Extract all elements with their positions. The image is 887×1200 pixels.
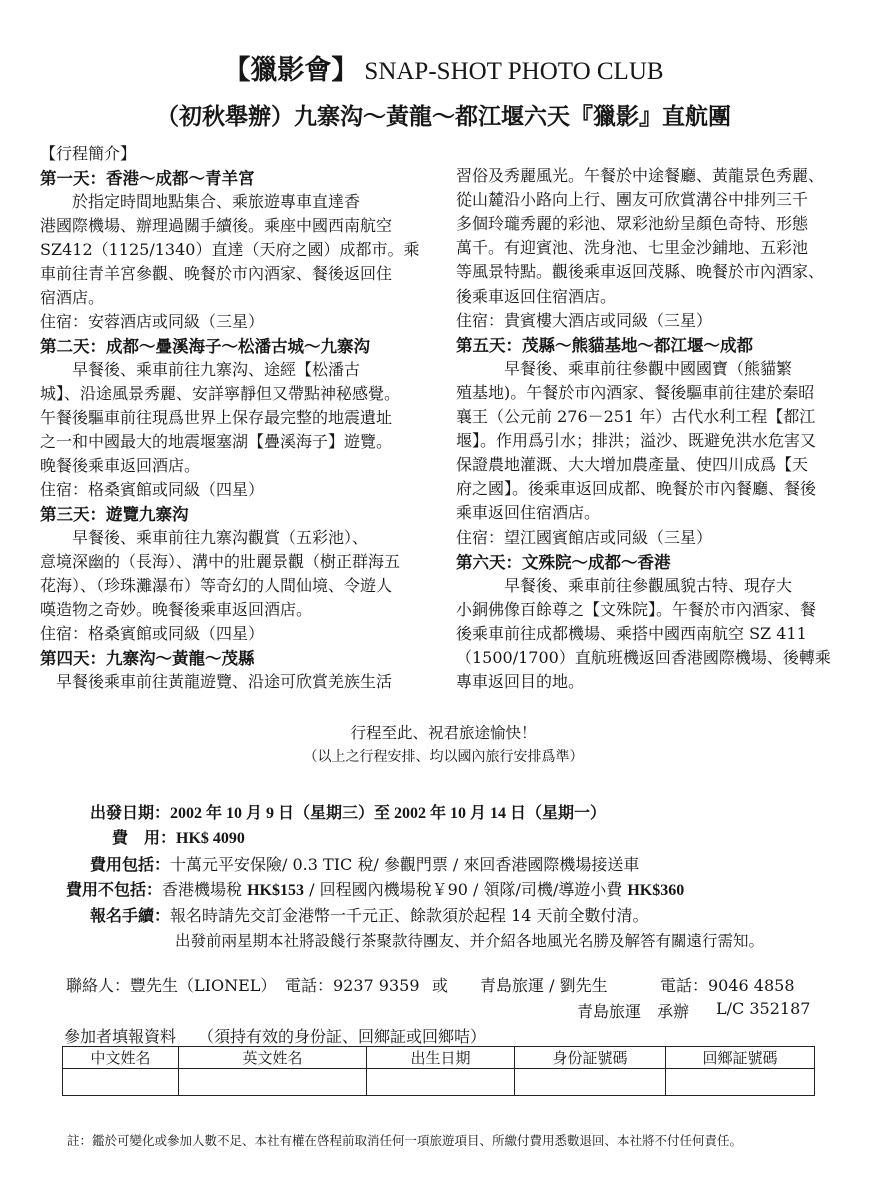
accommodation-line: 住宿：貴賓樓大酒店或同級（三星） xyxy=(456,310,713,330)
id-number-field[interactable] xyxy=(515,1069,666,1096)
registration-heading xyxy=(64,1024,486,1047)
itinerary-text-line: 襄王（公元前 276－251 年）古代水利工程【都江 xyxy=(456,407,816,426)
excluded-value-airport-tax-label: 香港機場稅 xyxy=(162,880,248,899)
contact-or: 或 xyxy=(432,976,449,995)
accommodation-line: 住宿：望江國賓館店或同級（三星） xyxy=(456,527,713,547)
itinerary-text-line: 早餐後、乘車前往九寨沟觀賞（五彩池）、 xyxy=(40,528,369,547)
registration-title: 參加者填報資料 xyxy=(64,1027,177,1046)
tour-title: （初秋舉辦）九寨沟～黃龍～都江堰六天『獵影』直航團 xyxy=(156,104,731,130)
birth-date-field[interactable] xyxy=(367,1069,515,1096)
day-heading: 第三天：遊覽九寨沟 xyxy=(40,505,189,524)
license-number: L/C 352187 xyxy=(716,999,811,1018)
departure-value: 2002 年 10 月 9 日（星期三）至 2002 年 10 月 14 日（星期一） xyxy=(170,805,607,822)
chinese-name-field[interactable] xyxy=(63,1069,179,1096)
itinerary-text-line: 專車返回目的地。 xyxy=(456,672,585,692)
departure-label: 出發日期： xyxy=(90,803,171,822)
excluded-value-airport-tax: HK$153 xyxy=(247,882,304,899)
itinerary-text-line: 早餐後、乘車前往參觀風貌古特、現存大 xyxy=(456,575,793,595)
itinerary-text-line: 從山麓沿小路向上行、團友可欣賞溝谷中排列三千 xyxy=(456,190,809,210)
club-name-cn: 【獵影會】 xyxy=(223,55,359,86)
day-heading: 第二天：成都～疊溪海子～松潘古城～九寨沟 xyxy=(40,337,370,356)
itinerary-text-line: 於指定時間地點集合、乘旅遊專車直達香 xyxy=(40,192,361,211)
club-name-en: SNAP-SHOT PHOTO CLUB xyxy=(364,58,664,85)
signup-label: 報名手續： xyxy=(90,906,171,925)
itinerary-text-line: 之一和中國最大的地震堰塞湖【疊溪海子】遊覽。 xyxy=(40,432,393,451)
itinerary-text-line: 早餐後、乘車前往參觀中國國寶（熊貓繁 xyxy=(456,358,793,378)
document-title xyxy=(0,48,887,87)
itinerary-text-line: 午餐後驅車前往現爲世界上保存最完整的地震遺址 xyxy=(40,408,393,427)
day-heading: 第五天：茂縣～熊貓基地～都江堰～成都 xyxy=(456,335,753,355)
registration-entry-row xyxy=(63,1069,815,1096)
itinerary-text-line: 習俗及秀麗風光。午餐於中途餐廳、黃龍景色秀麗、 xyxy=(456,166,825,185)
itinerary-text-line: 多個玲瓏秀麗的彩池、眾彩池紛呈顏色奇特、形態 xyxy=(456,214,809,234)
excluded-value-other: / 回程國內機場稅￥90 / 領隊/司機/導遊小費 xyxy=(304,880,628,899)
itinerary-text-line: 後乘車返回住宿酒店。 xyxy=(456,286,617,306)
included-value: 十萬元平安保險/ 0.3 TIC 稅/ 參觀門票 / 來回香港國際機場接送車 xyxy=(170,855,640,874)
departure-row xyxy=(90,800,606,823)
accommodation-line: 住宿：格桑賓館或同級（四星） xyxy=(40,480,265,499)
itinerary-text-line: 花海）、（珍珠灘瀑布）等奇幻的人間仙境、令遊人 xyxy=(40,576,393,595)
itinerary-text-line: 後乘車前往成都機場、乘搭中國西南航空 SZ 411 xyxy=(456,623,807,643)
included-row xyxy=(90,852,639,875)
excluded-label: 費用不包括： xyxy=(66,880,163,899)
itinerary-text-line: 保證農地灌溉、大大增加農產量、使四川成爲【天 xyxy=(456,455,809,475)
itinerary-text-line: 早餐後、乘車前往九寨沟、途經【松潘古 xyxy=(40,360,361,379)
itinerary-text-line: 城】、沿途風景秀麗、安詳寧靜但又帶點神秘感覺。 xyxy=(40,384,401,403)
day-heading: 第一天：香港～成都～青羊宮 xyxy=(40,169,255,188)
itinerary-text-line: 等風景特點。觀後乘車返回茂縣、晚餐於市內酒家、 xyxy=(456,262,825,282)
contact-phone-2: 電話：9046 4858 xyxy=(660,976,795,995)
itinerary-text-line: 殖基地)。午餐於市內酒家、餐後驅車前往建於秦昭 xyxy=(456,382,815,402)
registration-header-row xyxy=(63,1047,815,1069)
signup-value: 報名時請先交訂金港幣一千元正、餘款須於起程 14 天前全數付清。 xyxy=(170,906,649,925)
fee-row xyxy=(112,825,245,848)
english-name-field[interactable] xyxy=(179,1069,367,1096)
registration-id-note: （須持有效的身份証、回鄉証或回鄉咭） xyxy=(198,1027,487,1046)
itinerary-text-line: 車前往青羊宮參觀、晚餐於市內酒家、餐後返回住 xyxy=(40,264,393,283)
itinerary-text-line: 意境深幽的（長海）、溝中的壯麗景觀（樹正群海五 xyxy=(40,552,401,571)
registration-table xyxy=(62,1046,815,1096)
itinerary-text-line: 堰】。作用爲引水；排洪；溢沙、既避免洪水危害又 xyxy=(456,431,817,451)
contact-agency: 青島旅運 / 劉先生 xyxy=(480,976,608,995)
fee-label: 費 用： xyxy=(112,828,177,847)
closing-greeting: 行程至此、祝君旅途愉快！ xyxy=(350,724,537,742)
itinerary-text-line: 港國際機場、辦理過關手續後。乘座中國西南航空 xyxy=(40,216,393,235)
disclaimer-footnote: 註：鑑於可變化或參加人數不足、本社有權在啓程前取消任何一項旅遊項目、所繳付費用悉數退回、本社將不付任何責任。 xyxy=(67,1133,743,1148)
itinerary-text-line: SZ412（1125/1340）直達（天府之國）成都市。乘 xyxy=(40,240,420,259)
excluded-value-tips: HK$360 xyxy=(627,882,685,899)
itinerary-text-line: （1500/1700）直航班機返回香港國際機場、後轉乘 xyxy=(456,648,831,667)
itinerary-text-line: 乘車返回住宿酒店。 xyxy=(456,503,601,523)
return-permit-field[interactable] xyxy=(666,1069,815,1096)
header-english-name: 英文姓名 xyxy=(179,1047,367,1069)
contact-person: 聯絡人：豐先生（LIONEL） xyxy=(66,976,277,995)
itinerary-text-line: 晚餐後乘車返回酒店。 xyxy=(40,456,201,475)
accommodation-line: 住宿：安蓉酒店或同級（三星） xyxy=(40,312,265,331)
fee-value: HK$ 4090 xyxy=(176,830,245,847)
itinerary-text-line: 府之國】。後乘車返回成都、晚餐於市內餐廳、餐後 xyxy=(456,479,817,499)
included-label: 費用包括： xyxy=(90,855,171,874)
farewell-tea-note: 出發前兩星期本社將設餞行茶聚款待團友、并介紹各地風光名勝及解答有關遠行需知。 xyxy=(175,932,765,950)
contact-phone-1: 電話：9237 9359 xyxy=(285,976,420,995)
header-id-number: 身份証號碼 xyxy=(515,1047,666,1069)
itinerary-text-line: 萬千。有迎賓池、洗身池、七里金沙鋪地、五彩池 xyxy=(456,238,809,258)
signup-row xyxy=(90,903,649,926)
closing-remark: （以上之行程安排、均以國內旅行安排爲準） xyxy=(303,749,584,765)
accommodation-line: 【行程簡介】 xyxy=(40,144,137,163)
header-return-permit-number: 回鄉証號碼 xyxy=(666,1047,815,1069)
day-heading: 第六天：文殊院～成都～香港 xyxy=(456,552,671,572)
organizer: 青島旅運 承辦 xyxy=(577,1002,690,1021)
accommodation-line: 住宿：格桑賓館或同級（四星） xyxy=(40,624,265,643)
day-heading: 第四天：九寨沟～黃龍～茂縣 xyxy=(40,649,255,668)
itinerary-text-line: 早餐後乘車前往黃龍遊覽、沿途可欣賞羌族生活 xyxy=(40,672,393,691)
itinerary-text-line: 小銅佛像百餘尊之【文殊院】。午餐於市內酒家、餐 xyxy=(456,599,817,619)
itinerary-text-line: 宿酒店。 xyxy=(40,288,105,307)
itinerary-text-line: 嘆造物之奇妙。晚餐後乘車返回酒店。 xyxy=(40,600,313,619)
header-birth-date: 出生日期 xyxy=(367,1047,515,1069)
header-chinese-name: 中文姓名 xyxy=(63,1047,179,1069)
excluded-row xyxy=(66,877,684,900)
